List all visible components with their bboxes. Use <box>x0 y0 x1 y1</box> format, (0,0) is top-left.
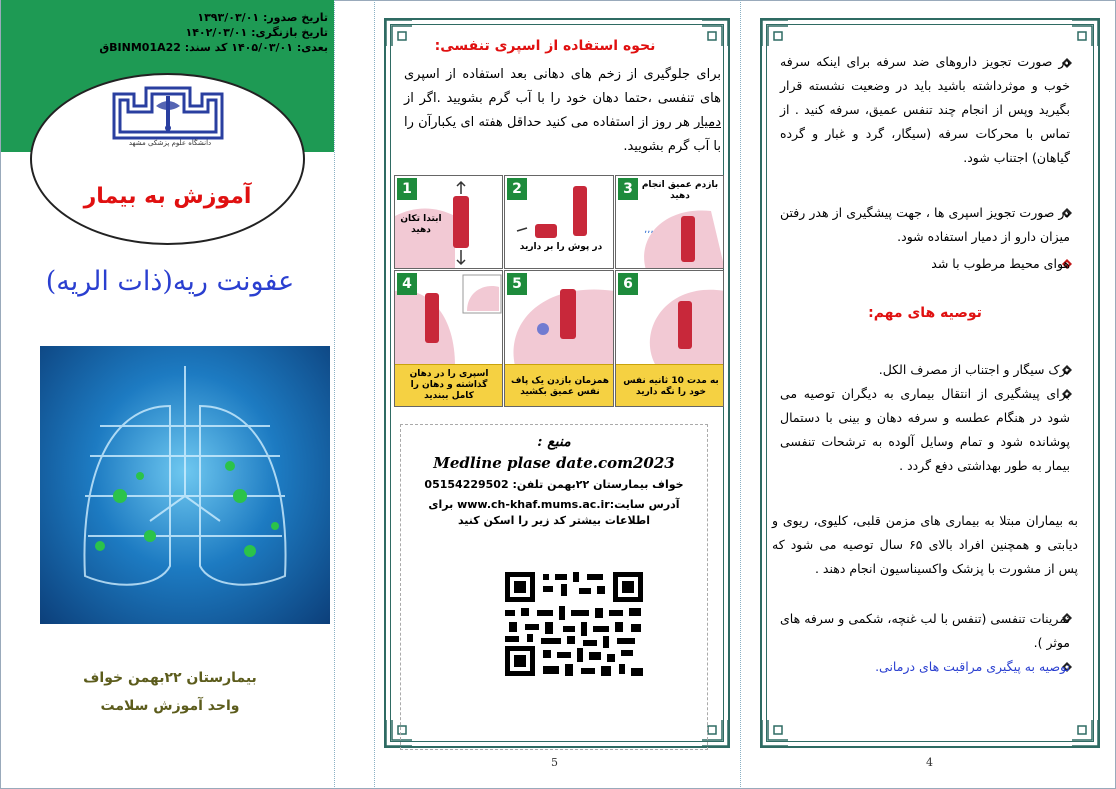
column-divider <box>334 0 335 789</box>
important-tips-heading: توصیه های مهم: <box>868 305 982 321</box>
spray-advice: در صورت تجویز اسپری ها ، جهت پیشگیری از هدر رفتن میزان دارو از دمیار استفاده شود. <box>780 205 1070 244</box>
column-divider <box>740 0 741 789</box>
contact-phone: خواف بیمارستان ۲۲بهمن تلفن: 05154229502 <box>424 478 684 491</box>
page-number: 4 <box>926 756 933 769</box>
step-card: 6 به مدت 10 ثانیه نفس خود را نگه دارید <box>615 270 724 407</box>
qr-code[interactable] <box>503 570 645 678</box>
logo-caption: دانشگاه علوم پزشکی مشهد <box>128 139 212 147</box>
education-unit: واحد آموزش سلامت <box>100 698 240 714</box>
corner-ornament <box>700 18 730 48</box>
disease-title: عفونت ریه(ذات الریه) <box>45 266 295 297</box>
revision-date: تاریخ بازنگری: ۱۴۰۲/۰۳/۰۱ <box>185 26 328 39</box>
source-label: منبع : <box>537 434 571 450</box>
hospital-name: بیمارستان ۲۲بهمن خواف <box>83 670 257 686</box>
inhaler-paragraph: برای جلوگیری از زخم های دهانی بعد استفاده از اسپری های تنفسی ،حتما دهان خود را با آب گرم بشویید .اگر از دمیار هر روز از استفاده می کنید حداقل هفته ای یکبارآن را با آب گرم بشویید. <box>404 67 721 154</box>
spacer-term: دمیار <box>694 115 721 130</box>
humid-air-advice: هوای محیط مرطوب با شد <box>931 256 1070 271</box>
vaccination-tip: به بیماران مبتلا به بیماری های مزمن قلبی، کلیوی، ریوی و دیابتی و همچنین افراد بالای ۶۵ سال توصیه می شود که پس از مشورت با پزشک واکسیناسیون انجام دهند . <box>772 513 1078 576</box>
corner-ornament <box>760 18 790 48</box>
svg-text:ʼʼʼ: ʼʼʼ <box>644 230 654 241</box>
issue-date: تاریخ صدور: ۱۳۹۳/۰۳/۰۱ <box>197 11 328 24</box>
page-number: 5 <box>551 756 558 769</box>
step-card: 5 همزمان بازدن یک پاف نفس عمیق بکشید <box>504 270 614 407</box>
step-card: 4 اسپری را در دهان گذاشته و دهان را کامل ببندید <box>394 270 503 407</box>
lungs-illustration <box>40 346 330 624</box>
next-revision-code: بعدی: ۱۴۰۵/۰۳/۰۱ کد سند: BINM01A22ق <box>99 41 328 54</box>
inhaler-steps <box>394 175 724 407</box>
source-site: Medline plase date.com2023 <box>433 454 675 472</box>
corner-ornament <box>760 718 790 748</box>
step-card: 1 ابتدا تکان دهید <box>394 175 503 269</box>
step-card: 2 در پوش را بر دارید <box>504 175 614 269</box>
contact-scan-note: اطلاعات بیشتر کد زیر را اسکن کنید <box>457 514 651 527</box>
corner-ornament <box>1070 18 1100 48</box>
follow-up-tip: توصیه به پیگیری مراقبت های درمانی. <box>875 659 1070 674</box>
transmission-tip: برای پیشگیری از انتقال بیماری به دیگران توصیه می شود در هنگام عطسه و سرفه دهان و بینی با دستمال پوشانده شود و تمام وسایل آلوده به ترشحات تنفسی بیمار به طور بهداشتی دفع گردد . <box>780 386 1070 473</box>
column-divider <box>374 0 375 789</box>
cough-advice: در صورت تجویز داروهای ضد سرفه برای اینکه سرفه خوب و موثرداشته باشید باید در وضعیت نشسته قرار بگیرید وپس از انجام چند تنفس عمیق، سرفه کنید . از تماس با محرکات سرفه (سیگار، گرد و غبار و گرده گیاهان) اجتناب شود. <box>780 54 1070 165</box>
quit-smoking-tip: ترک سیگار و اجتناب از مصرف الکل. <box>878 362 1070 377</box>
contact-website: آدرس سایت:www.ch-khaf.mums.ac.ir برای <box>428 498 680 511</box>
cover-title: آموزش به بیمار <box>83 184 252 209</box>
inhaler-heading: نحوه استفاده از اسپری تنفسی: <box>434 38 656 54</box>
step-card: 3 ʼʼʼ بازدم عمیق انجام دهید <box>615 175 724 269</box>
corner-ornament <box>1070 718 1100 748</box>
breathing-exercise-tip: تمرینات تنفسی (تنفس با لب غنچه، شکمی و سرفه های موثر ). <box>780 611 1070 650</box>
hospital-info <box>20 664 320 720</box>
document-meta <box>6 10 328 55</box>
